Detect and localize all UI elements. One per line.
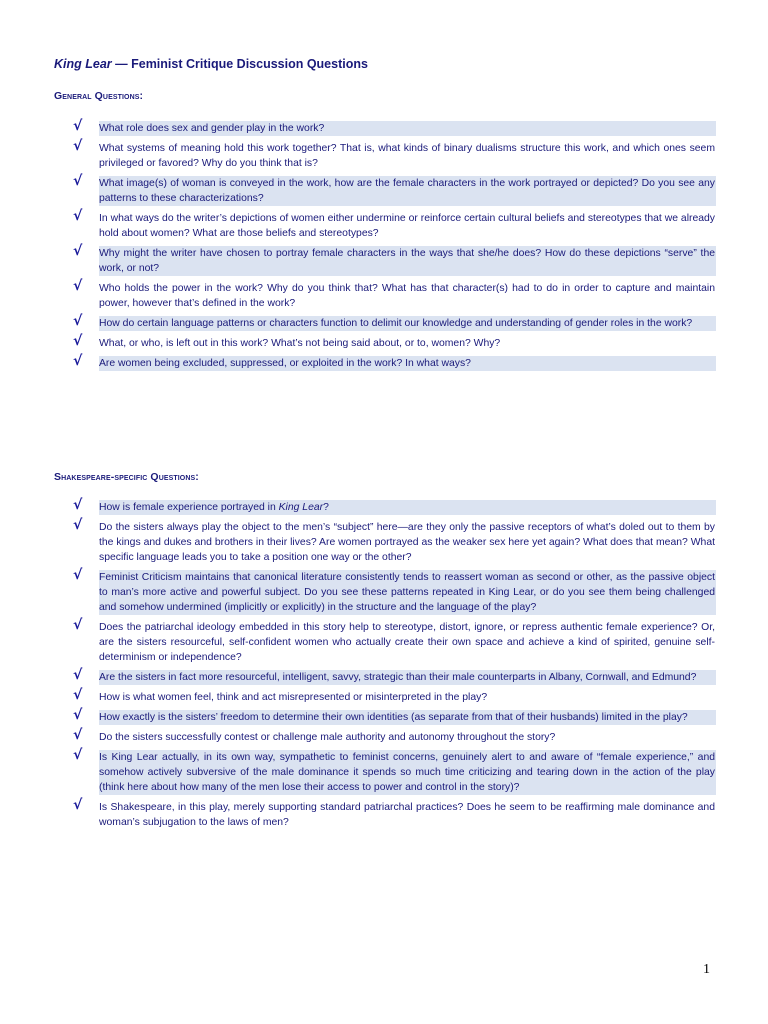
checkmark-icon: √ — [73, 707, 83, 723]
page-number: 1 — [703, 962, 710, 977]
list-item: √ How is female experience portrayed in King Lear? — [72, 500, 716, 515]
checkmark-icon: √ — [73, 118, 83, 134]
list-item: √ What systems of meaning hold this work together? That is, what kinds of binary dualisms structure this work, and which ones seem privileged or favored? Why do you think that is? — [73, 138, 715, 169]
checkmark-icon: √ — [73, 517, 83, 533]
shakespeare-questions-heading: Shakespeare-specific Questions: — [54, 471, 199, 483]
general-questions-list — [72, 118, 716, 376]
checkmark-icon: √ — [73, 567, 83, 583]
list-item: √ Feminist Criticism maintains that canonical literature consistently tends to reassert woman as second or other, as the passive object to man’s more active and powerful subject. Do you see these patterns repeated in King Lear, or do you see them being challenged and somehow undermined (implicitly or explicitly) in the structure and the language of the play? — [73, 567, 715, 613]
checkmark-icon: √ — [73, 687, 83, 703]
list-item: √ Does the patriarchal ideology embedded in this story help to stereotype, distort, ignore, or repress authentic female experience? Or, are the sisters resourceful, self-confident women who actually create their own space and achieve a kind of spirited, genuine self-determinism or independence? — [73, 617, 715, 663]
list-item: √ What, or who, is left out in this work? What’s not being said about, or to, women? Why? — [73, 333, 501, 349]
checkmark-icon: √ — [73, 667, 83, 683]
checkmark-icon: √ — [73, 617, 83, 633]
list-item: √ Do the sisters always play the object to the men’s “subject” here—are they only the passive receptors of what’s doled out to them by the kings and dukes and brothers in their lives? Are women portrayed as the weaker sex here yet again? What does that mean? What specific language leads you to take a position one way or the other? — [73, 517, 715, 563]
list-item: √ Are women being excluded, suppressed, or exploited in the work? In what ways? — [72, 356, 716, 371]
checkmark-icon: √ — [73, 243, 83, 259]
list-item: √ How do certain language patterns or characters function to delimit our knowledge and understanding of gender roles in the work? — [72, 316, 716, 331]
list-item: √ Are the sisters in fact more resourceful, intelligent, savvy, strategic than their male counterparts in Albany, Cornwall, and Edmund? — [72, 670, 716, 685]
document-title — [54, 57, 368, 71]
shakespeare-questions-list — [72, 497, 716, 835]
checkmark-icon: √ — [73, 727, 83, 743]
checkmark-icon: √ — [73, 797, 83, 813]
checkmark-icon: √ — [73, 208, 83, 224]
title-italic: King Lear — [54, 57, 112, 71]
list-item: √ How is what women feel, think and act misrepresented or misinterpreted in the play? — [73, 687, 488, 703]
list-item: √ What role does sex and gender play in the work? — [72, 121, 716, 136]
title-rest: — Feminist Critique Discussion Questions — [111, 57, 368, 71]
checkmark-icon: √ — [73, 747, 83, 763]
list-item: √ Who holds the power in the work? Why do you think that? What has that character(s) had to do in order to capture and maintain power, however that’s defined in the work? — [73, 278, 715, 309]
general-questions-heading: General Questions: — [54, 90, 144, 102]
list-item: √ How exactly is the sisters’ freedom to determine their own identities (as separate from that of their husbands) limited in the play? — [72, 710, 716, 725]
checkmark-icon: √ — [73, 278, 83, 294]
list-item: √ Is King Lear actually, in its own way, sympathetic to feminist concerns, genuinely alert to and aware of “female experience,” and somehow actively subversive of the male dominance it spends so much time criticizing and tearing down in the action of the play (think here about how many of the men lose their access to power and control in the story)? — [73, 747, 715, 793]
list-item: √ What image(s) of woman is conveyed in the work, how are the female characters in the work portrayed or depicted? Do you see any patterns to these characterizations? — [73, 173, 715, 204]
checkmark-icon: √ — [73, 353, 83, 369]
checkmark-icon: √ — [73, 313, 83, 329]
checkmark-icon: √ — [73, 497, 83, 513]
list-item: √ Is Shakespeare, in this play, merely supporting standard patriarchal practices? Does he seem to be reaffirming male dominance and woman’s subjugation to the laws of men? — [73, 797, 715, 828]
checkmark-icon: √ — [73, 138, 83, 154]
checkmark-icon: √ — [73, 333, 83, 349]
list-item: √ Do the sisters successfully contest or challenge male authority and autonomy throughout the story? — [73, 727, 556, 743]
checkmark-icon: √ — [73, 173, 83, 189]
list-item: √ Why might the writer have chosen to portray female characters in the ways that she/he does? How do these depictions “serve” the work, or not? — [73, 243, 715, 274]
list-item: √ In what ways do the writer’s depictions of women either undermine or reinforce certain cultural beliefs and stereotypes that we already hold about women? What are those beliefs and stereotypes? — [73, 208, 715, 239]
